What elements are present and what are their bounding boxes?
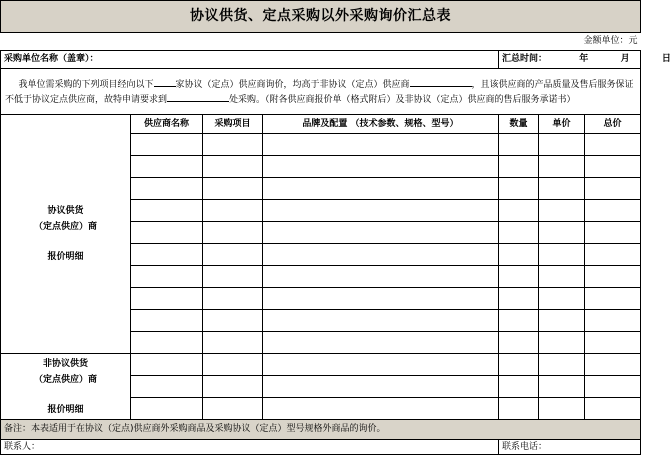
cell[interactable] [585,156,641,178]
cell[interactable] [585,354,641,376]
cell[interactable] [263,398,499,420]
contact-phone-label: 联系电话： [502,441,548,452]
cell[interactable] [499,244,539,266]
cell[interactable] [499,200,539,222]
contact-person-field[interactable] [1,440,499,455]
cell[interactable] [539,178,585,200]
summary-year: 年 [579,54,589,64]
cell[interactable] [539,310,585,332]
cell[interactable] [131,266,203,288]
cell[interactable] [585,134,641,156]
target-supplier-blank[interactable] [167,92,229,102]
column-header-supplier: 供应商名称 [131,115,203,134]
cell[interactable] [585,310,641,332]
cell[interactable] [585,200,641,222]
cell[interactable] [131,398,203,420]
non-agreement-supplier-section-label: 非协议供货 （定点供应）商 报价明细 [1,354,131,420]
cell[interactable] [131,244,203,266]
cell[interactable] [203,310,263,332]
cell[interactable] [203,178,263,200]
cell[interactable] [131,134,203,156]
cell[interactable] [263,244,499,266]
cell[interactable] [263,222,499,244]
summary-time-field[interactable] [499,51,671,69]
cell[interactable] [263,178,499,200]
contact-phone-field[interactable] [499,440,641,455]
cell[interactable] [131,310,203,332]
cell[interactable] [131,354,203,376]
column-header-brand: 品牌及配置 （技术参数、规格、型号） [263,115,499,134]
cell[interactable] [499,332,539,354]
form-title: 协议供货、定点采购以外采购询价汇总表 [1,1,641,33]
cell[interactable] [203,332,263,354]
cell[interactable] [263,288,499,310]
cell[interactable] [131,376,203,398]
purchaser-name-label: 采购单位名称（盖章）： [4,54,99,64]
cell[interactable] [263,310,499,332]
cell[interactable] [203,200,263,222]
cell[interactable] [539,398,585,420]
cell[interactable] [203,354,263,376]
cell[interactable] [203,288,263,310]
cell[interactable] [499,376,539,398]
cell[interactable] [131,288,203,310]
remarks-note: 备注：本表适用于在协议（定点)供应商外采购商品及采购协议（定点）型号规格外商品的询价。 [1,420,641,440]
cell[interactable] [585,288,641,310]
cell[interactable] [539,244,585,266]
cell[interactable] [499,222,539,244]
cell[interactable] [203,398,263,420]
cell[interactable] [203,134,263,156]
cell[interactable] [585,376,641,398]
non-agreement-supplier-blank[interactable] [410,77,472,87]
cell[interactable] [263,332,499,354]
intro-statement: 我单位需采购的下列项目经向以下 家协议（定点）供应商询价，均高于非协议（定点）供应商 ，且该供应商的产品质量及售后服务保证不低于协议定点供应商，故特申请要求到 处采购。（附各供应商报价单（格式附后）及非协议（定点）供应商的售后服务承诺书） [1,69,641,115]
cell[interactable] [499,178,539,200]
cell[interactable] [203,266,263,288]
cell[interactable] [263,200,499,222]
cell[interactable] [585,178,641,200]
summary-month: 月 [620,54,630,64]
cell[interactable] [539,200,585,222]
cell[interactable] [203,156,263,178]
cell[interactable] [539,288,585,310]
supplier-count-blank[interactable] [154,77,176,87]
column-header-total: 总价 [585,115,641,134]
cell[interactable] [585,266,641,288]
cell[interactable] [585,398,641,420]
cell[interactable] [499,288,539,310]
cell[interactable] [539,354,585,376]
column-header-price: 单价 [539,115,585,134]
cell[interactable] [539,332,585,354]
cell[interactable] [263,156,499,178]
cell[interactable] [263,266,499,288]
cell[interactable] [131,200,203,222]
cell[interactable] [499,354,539,376]
cell[interactable] [203,376,263,398]
column-header-project: 采购项目 [203,115,263,134]
agreement-supplier-section-label: 协议供货 （定点供应）商 报价明细 [1,115,131,354]
cell[interactable] [499,398,539,420]
cell[interactable] [539,222,585,244]
cell[interactable] [585,332,641,354]
cell[interactable] [203,222,263,244]
amount-unit: 金额单位：元 [583,36,638,46]
cell[interactable] [499,266,539,288]
cell[interactable] [499,310,539,332]
cell[interactable] [499,134,539,156]
cell[interactable] [539,266,585,288]
contact-person-label: 联系人： [4,441,41,452]
cell[interactable] [203,244,263,266]
cell[interactable] [263,354,499,376]
cell[interactable] [131,178,203,200]
cell[interactable] [131,332,203,354]
cell[interactable] [263,134,499,156]
cell[interactable] [499,156,539,178]
spacer [1,33,539,51]
cell[interactable] [539,134,585,156]
table-row [1,354,641,376]
cell[interactable] [131,222,203,244]
cell[interactable] [263,376,499,398]
cell[interactable] [539,156,585,178]
cell[interactable] [131,156,203,178]
purchaser-name-field[interactable] [1,51,499,69]
summary-time-label: 汇总时间： [502,54,548,64]
cell[interactable] [539,376,585,398]
cell[interactable] [585,244,641,266]
summary-day: 日 [661,54,671,64]
column-header-qty: 数量 [499,115,539,134]
cell[interactable] [585,222,641,244]
